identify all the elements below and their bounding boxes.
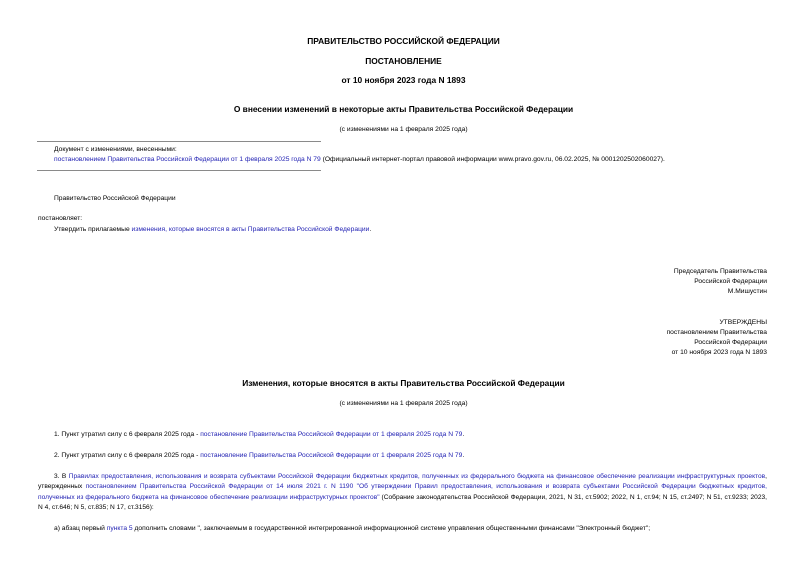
approve-prefix: Утвердить прилагаемые: [54, 226, 132, 233]
approve-link[interactable]: изменения, которые вносятся в акты Правительства Российской Федерации: [131, 226, 370, 233]
annex-item-3-end: (Собрание законодательства Российской Федерации, 2021, N 31, ст.5902; 2022, N 1, ст.94; N 15, ст.2497; N 51, ст.9233; 2023, N 4, ст.646; N 5, ст.835; N 17, ст.3156):: [38, 493, 767, 512]
header-date-number: от 10 ноября 2023 года N 1893: [341, 75, 466, 85]
annex-subitem-a: [54, 524, 650, 534]
annex-item-1-end: .: [462, 431, 465, 438]
annex-item-1-text: 1. Пункт утратил силу с 6 февраля 2025 года -: [54, 431, 201, 438]
approved-date: от 10 ноября 2023 года N 1893: [671, 349, 767, 356]
annex-item-3-decree-link[interactable]: постановлением Правительства Российской Федерации от 14 июля 2021 г. N 1190 "Об утверждении Правил предоставления, использования и возврата субъектами Российской Федерации бюджетных кредитов, полученных из федерального бюджета на финансовое обеспечение реализации инфраструктурных проектов": [38, 483, 768, 501]
annex-item-2-text: 2. Пункт утратил силу с 6 февраля 2025 года -: [54, 452, 201, 459]
annex-item-3-rules-link[interactable]: Правилах предоставления, использования и возврата субъектами Российской Федерации бюджетных кредитов, полученных из федерального бюджета на финансовое обеспечение реализации инфраструктурных проектов: [68, 473, 766, 480]
changes-box-bottom-rule: [37, 170, 321, 171]
header-org: ПРАВИТЕЛЬСТВО РОССИЙСКОЙ ФЕДЕРАЦИИ: [307, 36, 500, 46]
annex-subitem-a-link[interactable]: пункта 5: [106, 525, 133, 532]
approved-by: постановлением Правительства: [666, 329, 767, 336]
annex-item-1-link[interactable]: постановление Правительства Российской Федерации от 1 февраля 2025 года N 79: [200, 431, 463, 438]
document-title: О внесении изменений в некоторые акты Правительства Российской Федерации: [233, 104, 574, 114]
header-doc-type: ПОСТАНОВЛЕНИЕ: [365, 56, 442, 66]
annex-item-3: [38, 472, 767, 514]
approved-org: Российской Федерации: [694, 339, 767, 346]
annex-item-1: [54, 430, 464, 440]
approved-heading: УТВЕРЖДЕНЫ: [719, 319, 767, 326]
annex-title: Изменения, которые вносятся в акты Правительства Российской Федерации: [242, 378, 565, 388]
annex-amended-note: (с изменениями на 1 февраля 2025 года): [339, 400, 468, 407]
issuer: Правительство Российской Федерации: [54, 195, 176, 202]
signature-name: М.Мишустин: [727, 288, 767, 295]
annex-item-2-end: .: [462, 452, 465, 459]
changes-box-link[interactable]: постановлением Правительства Российской Федерации от 1 февраля 2025 года N 79: [54, 156, 321, 163]
changes-box-entry: [54, 155, 665, 165]
approve-paragraph: [54, 225, 371, 235]
changes-box-source: (Официальный интернет-портал правовой информации www.pravo.gov.ru, 06.02.2025, № 0001202502060027).: [320, 156, 665, 163]
annex-item-2-link[interactable]: постановление Правительства Российской Федерации от 1 февраля 2025 года N 79: [200, 452, 463, 459]
changes-box-top-rule: [37, 141, 321, 142]
annex-subitem-a-text: а) абзац первый: [54, 525, 107, 532]
annex-item-3-mid: , утвержденных: [38, 473, 767, 491]
annex-item-2: [54, 451, 464, 461]
signature-title: Председатель Правительства: [673, 268, 767, 275]
decrees: постановляет:: [38, 215, 83, 222]
signature-org: Российской Федерации: [694, 278, 767, 285]
changes-box-label: Документ с изменениями, внесенными:: [54, 146, 177, 153]
annex-item-3-num: 3. В: [54, 473, 69, 480]
approve-suffix: .: [369, 226, 372, 233]
annex-subitem-a-end: дополнить словами ", заключаемым в государственной интегрированной информационной системе управления общественными финансами "Электронный бюджет";: [132, 525, 651, 532]
amended-note: (с изменениями на 1 февраля 2025 года): [339, 126, 468, 133]
